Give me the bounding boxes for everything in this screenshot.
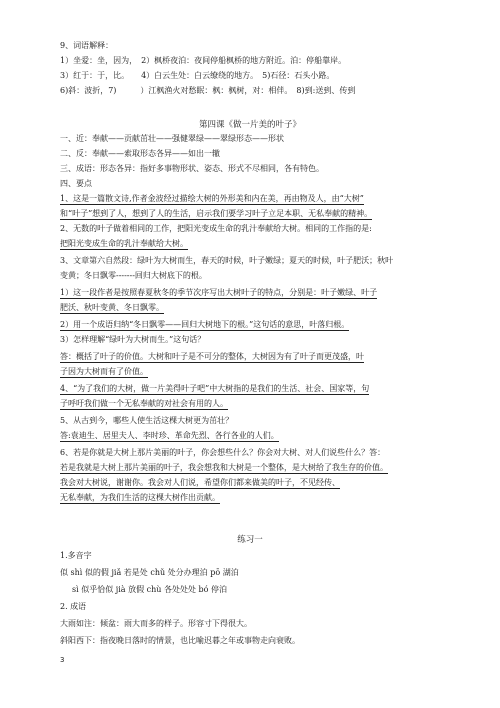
point-6-line-4: 无私奉献，为我们生活的这棵大树作出贡献。 — [60, 493, 220, 502]
synonyms-line: 一、近：奉献——贡献茁壮——强健翠绿——翠绿形态——形状 — [60, 134, 284, 143]
point-4-line-2: 子呼吁我们做一个无私奉献的对社会有用的人。 — [60, 399, 228, 408]
idiom-line: 三、成语：形态各异：指好多事物形状、姿态、形式不尽相同，各有特色。 — [60, 164, 324, 173]
vocab-heading: 9、词语解释： — [60, 41, 114, 50]
polyphone-line-1: 似 shì 似的假 jiǎ 若是处 chǔ 处分办理泊 pō 湖泊 — [60, 568, 239, 577]
point-3-line-1: 3、文章第六自然段：绿叶为大树而生，春天的时候，叶子嫩绿；夏天的时候，叶子肥沃；秋叶 — [60, 256, 394, 265]
idiom-section-heading: 2. 成语 — [60, 602, 87, 611]
polyphone-line-2: sì 似乎恰似 jià 放假 chù 各处处处 bó 停泊 — [72, 585, 227, 594]
points-heading: 四、要点 — [60, 179, 92, 188]
point-3-answer-line-1: 答：概括了叶子的价值。大树和叶子是不可分的整体，大树因为有了叶子而更茂盛，叶 — [60, 352, 364, 361]
page-number: 3 — [60, 656, 65, 664]
point-3-line-2: 变黄；冬日飘零-------回归大树底下的根。 — [60, 271, 207, 280]
point-4-line-1: 4、“为了我们的大树，做一片美得叶子吧”中大树指的是我们的生活、社会、国家等，句 — [60, 384, 370, 393]
point-6-line-2: 若是我就是大树上那片美丽的叶子，我会想我和大树是一个整体，是大树给了我生存的价值。 — [60, 463, 388, 472]
vocab-line-3: 6)斜：波折，7) ）江枫渔火对愁眠：枫：枫树，对：相伴。 8)到:送到、传到 — [60, 86, 356, 95]
exercise-title: 练习一 — [237, 535, 263, 545]
point-1-line-1: 1、这是一篇散文诗,作者金波经过描绘大树的外形美和内在美，再由物及人，由“大树” — [60, 194, 364, 203]
vocab-line-2: 3）红于：于，比。 4）白云生处：白云缭绕的地方。 5)石径：石头小路。 — [60, 71, 335, 80]
point-3-question-1-line-2: 肥沃、秋叶变黄、冬日飘零。 — [60, 303, 164, 312]
point-2-line-1: 2、无数的叶子做着相同的工作，把阳光变成生命的乳汁奉献给大树。相同的工作指的是: — [60, 224, 372, 233]
point-1-line-2: 和“叶子”想到了人，想到了人的生活，启示我们要学习叶子立足本职、无私奉献的精神。 — [60, 209, 373, 218]
vocab-line-1: 1）坐爱：坐，因为， 2）枫桥夜泊：夜间停船枫桥的地方附近。泊：停船靠岸。 — [60, 56, 347, 65]
idiom-line-2: 斜阳西下：指夜晚日落时的情景，也比喻迟暮之年或事物走向衰败。 — [60, 636, 300, 645]
idiom-line-1: 大雨如注：倾盆：雨大而多的样子。形容寸下得很大。 — [60, 619, 252, 628]
point-5-answer: 答:袁迪生、居里夫人、李时珍、革命先烈、各行各业的人们。 — [60, 431, 279, 440]
point-3-question-1-line-1: 1）这一段作者是按照春夏秋冬的季节次序写出大树叶子的特点，分别是：叶子嫩绿、叶子 — [60, 288, 378, 297]
point-5-question: 5、从古到今，哪些人使生活这棵大树更为茁壮？ — [60, 416, 234, 425]
point-2-line-2: 把阳光变成生命的乳汁奉献给大树。 — [60, 239, 188, 248]
point-6-line-3: 我会对大树说，谢谢你。我会对人们说，希望你们都来做美的叶子，不见经传、 — [60, 478, 340, 487]
point-6-line-1: 6、若是你就是大树上那片美丽的叶子，你会想些什么？你会对大树、对人们说些什么？答： — [60, 448, 386, 457]
antonyms-line: 二、反：奉献——索取形态各异——如出一辙 — [60, 149, 220, 158]
lesson-title: 第四课《做一片美的叶子》 — [198, 120, 301, 130]
point-3-answer-line-2: 子因为大树而有了价值。 — [60, 367, 148, 376]
polyphone-heading: 1.多音字 — [60, 551, 92, 560]
point-3-question-2: 2）用一个成语归纳“冬日飘零——回归大树地下的根。”这句话的意思，叶落归根。 — [60, 320, 350, 329]
point-3-question-3: 3）怎样理解“绿叶为大树而生。”这句话？ — [60, 335, 206, 344]
